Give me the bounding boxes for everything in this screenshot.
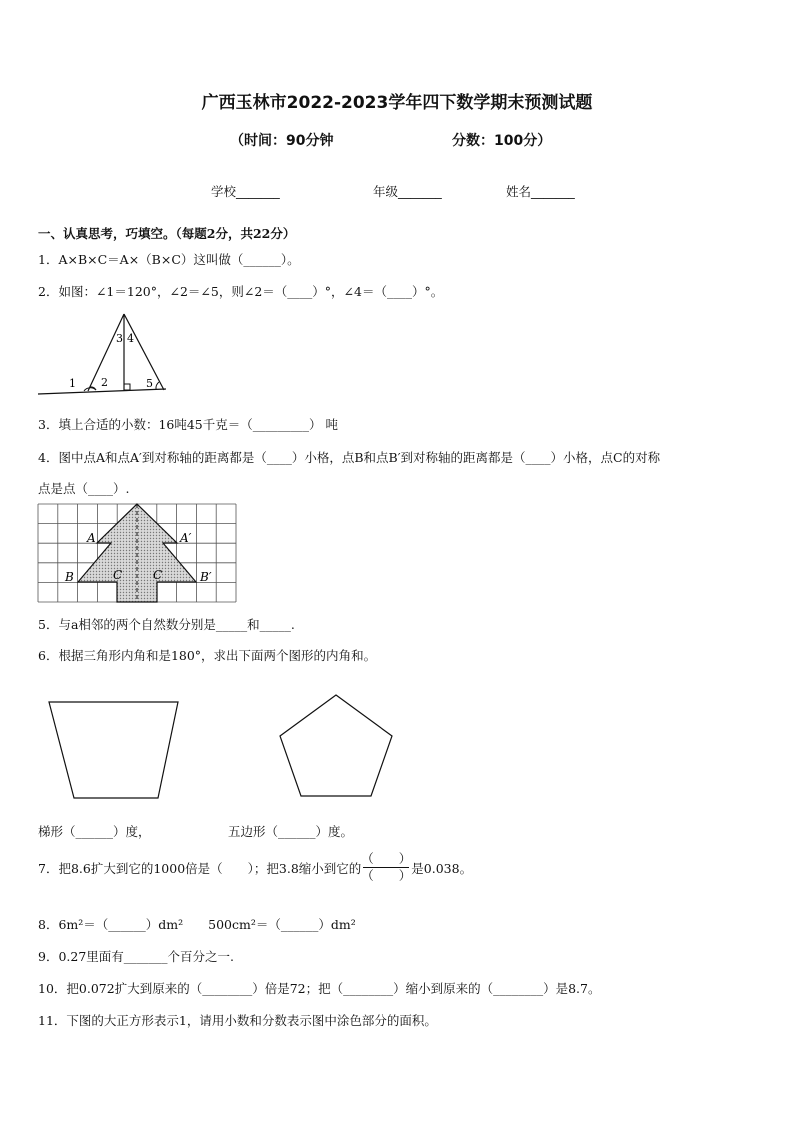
question-9: 9．0.27里面有_______个百分之一. [38,949,235,964]
exam-score: 分数：100分） [452,133,552,149]
point-label-b: B [65,570,74,584]
pentagon-figure [278,693,398,803]
question-6: 6．根据三角形内角和是180°，求出下面两个图形的内角和。 [38,648,377,663]
question-6-pentagon-answer: 五边形（______）度。 [228,824,354,839]
point-label-c-right: C [153,568,163,582]
question-7 [38,851,472,884]
name-field: 姓名_______ [506,184,575,199]
school-field: 学校_______ [211,184,280,199]
fraction [361,851,411,884]
angle-figure [38,308,178,398]
fraction-numerator: （ ） [361,851,412,866]
question-8: 8．6m²＝（______）dm² 500cm²＝（______）dm² [38,917,356,932]
point-label-a: A [87,531,96,545]
question-10: 10．把0.072扩大到原来的（________）倍是72；把（________）缩小到原来的（________）是8.7。 [38,981,601,996]
question-11: 11．下图的大正方形表示1，请用小数和分数表示图中涂色部分的面积。 [38,1013,437,1028]
trapezoid-figure [46,702,186,802]
angle-label-5: 5 [146,377,153,390]
angle-label-1: 1 [69,377,76,390]
symmetry-grid-figure [38,504,238,604]
exam-time: （时间：90分钟 [230,133,334,149]
question-1: 1．A×B×C＝A×（B×C）这叫做（______）。 [38,252,300,267]
question-7-part-b: 是0.038。 [411,860,473,876]
question-2: 2．如图：∠1＝120°，∠2＝∠5，则∠2＝（____）°，∠4＝（____）°。 [38,284,444,299]
question-3: 3．填上合适的小数：16吨45千克＝（_________） 吨 [38,417,338,432]
point-label-c-left: C [113,568,123,582]
section-heading: 一、认真思考，巧填空。（每题2分，共22分） [38,226,296,241]
angle-label-3: 3 [116,332,123,345]
grade-field: 年级_______ [373,184,442,199]
question-4-line2: 点是点（____）. [38,481,130,496]
question-6-trapezoid-answer: 梯形（______）度， [38,824,151,839]
question-4-line1: 4．图中点A和点A′到对称轴的距离都是（____）小格，点B和点B′到对称轴的距离都是（____）小格，点C的对称 [38,450,661,465]
point-label-a-prime: A′ [180,531,192,545]
page-title: 广西玉林市2022-2023学年四下数学期末预测试题 [201,93,593,113]
angle-label-4: 4 [127,332,134,345]
angle-label-2: 2 [101,376,108,389]
question-5: 5．与a相邻的两个自然数分别是_____和_____. [38,617,295,632]
point-label-b-prime: B′ [200,570,212,584]
fraction-denominator: （ ） [361,868,412,883]
question-7-part-a: 7．把8.6扩大到它的1000倍是（ ）；把3.8缩小到它的 [38,860,362,876]
